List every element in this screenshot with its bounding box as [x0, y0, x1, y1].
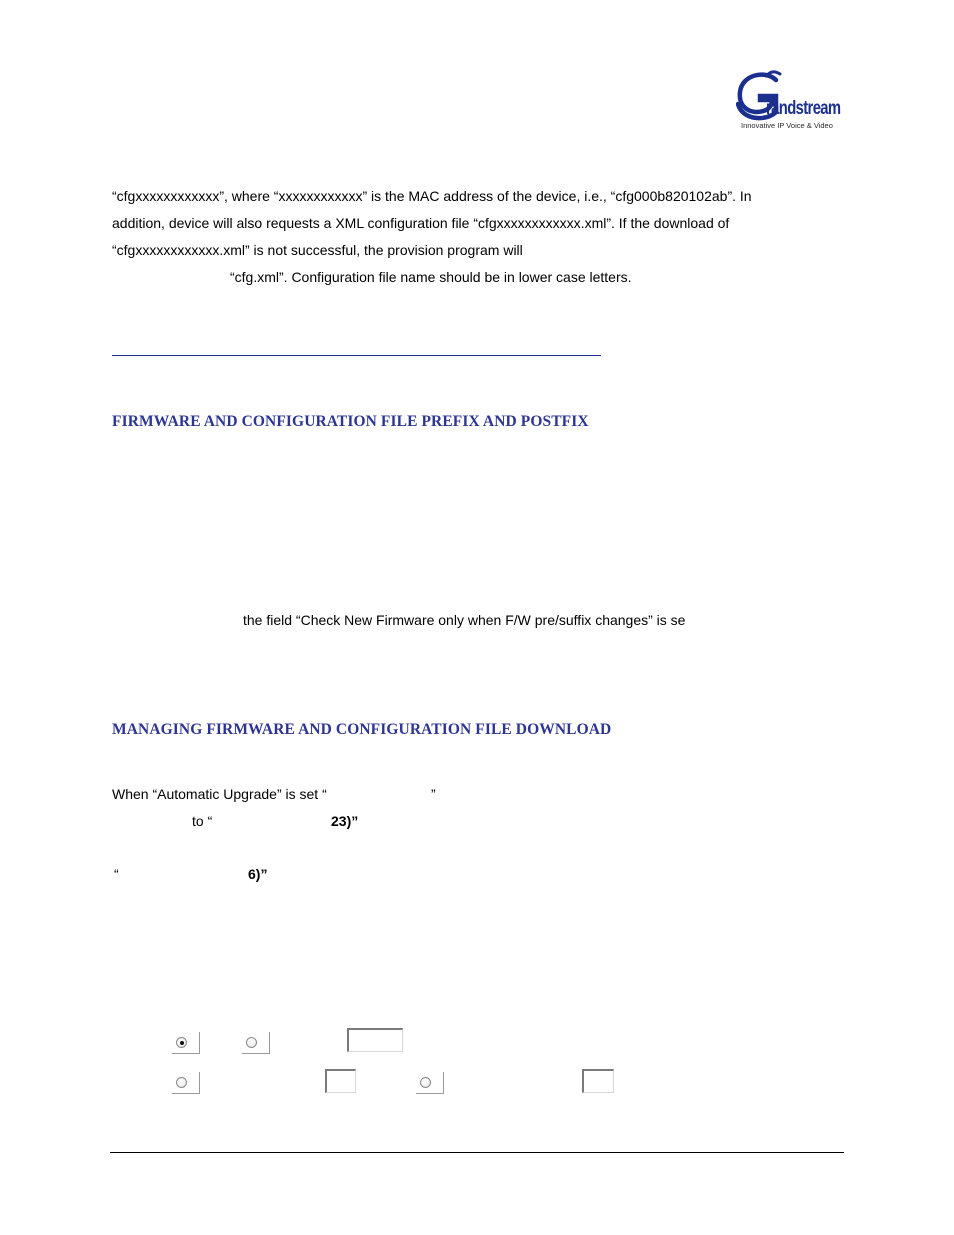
intro-line-1: “cfgxxxxxxxxxxxx”, where “xxxxxxxxxxxx” is the MAC address of the device, i.e., “cfg000b820102ab”. In — [112, 188, 752, 204]
section-heading-prefix-postfix: FIRMWARE AND CONFIGURATION FILE PREFIX AND POSTFIX — [112, 413, 589, 430]
radio-option-4[interactable] — [420, 1077, 431, 1088]
intro-line-3: “cfgxxxxxxxxxxxx.xml” is not successful, the provision program will — [112, 242, 523, 258]
section2-line-3b: 6)” — [248, 866, 268, 882]
section2-line-2b: 23)” — [331, 813, 359, 829]
intro-line-4: “cfg.xml”. Configuration file name should be in lower case letters. — [230, 269, 632, 285]
radio-option-1[interactable] — [176, 1037, 187, 1048]
link-underline-divider — [112, 355, 601, 356]
radio-cell — [242, 1032, 270, 1054]
section1-text-fragment: the field “Check New Firmware only when F/W pre/suffix changes” is se — [243, 612, 686, 628]
footer-divider — [110, 1152, 844, 1153]
section2-line-1b: ” — [431, 786, 436, 802]
radio-cell — [416, 1072, 444, 1094]
intro-line-2: addition, device will also requests a XML configuration file “cfgxxxxxxxxxxxx.xml”. If the download of — [112, 215, 730, 231]
radio-option-2[interactable] — [246, 1037, 257, 1048]
radio-cell — [172, 1032, 200, 1054]
day-input[interactable] — [582, 1069, 614, 1093]
section2-line-1a: When “Automatic Upgrade” is set “ — [112, 786, 327, 802]
radio-cell — [172, 1072, 200, 1094]
section2-line-2a: to “ — [192, 813, 213, 829]
radio-option-3[interactable] — [176, 1077, 187, 1088]
hour-input[interactable] — [325, 1069, 356, 1093]
logo-wordmark: randstream — [766, 98, 841, 119]
section2-line-3a: “ — [114, 866, 119, 882]
interval-input[interactable] — [347, 1028, 403, 1052]
section-heading-managing-download: MANAGING FIRMWARE AND CONFIGURATION FILE DOWNLOAD — [112, 721, 612, 738]
logo-tagline: Innovative IP Voice & Video — [741, 121, 833, 130]
